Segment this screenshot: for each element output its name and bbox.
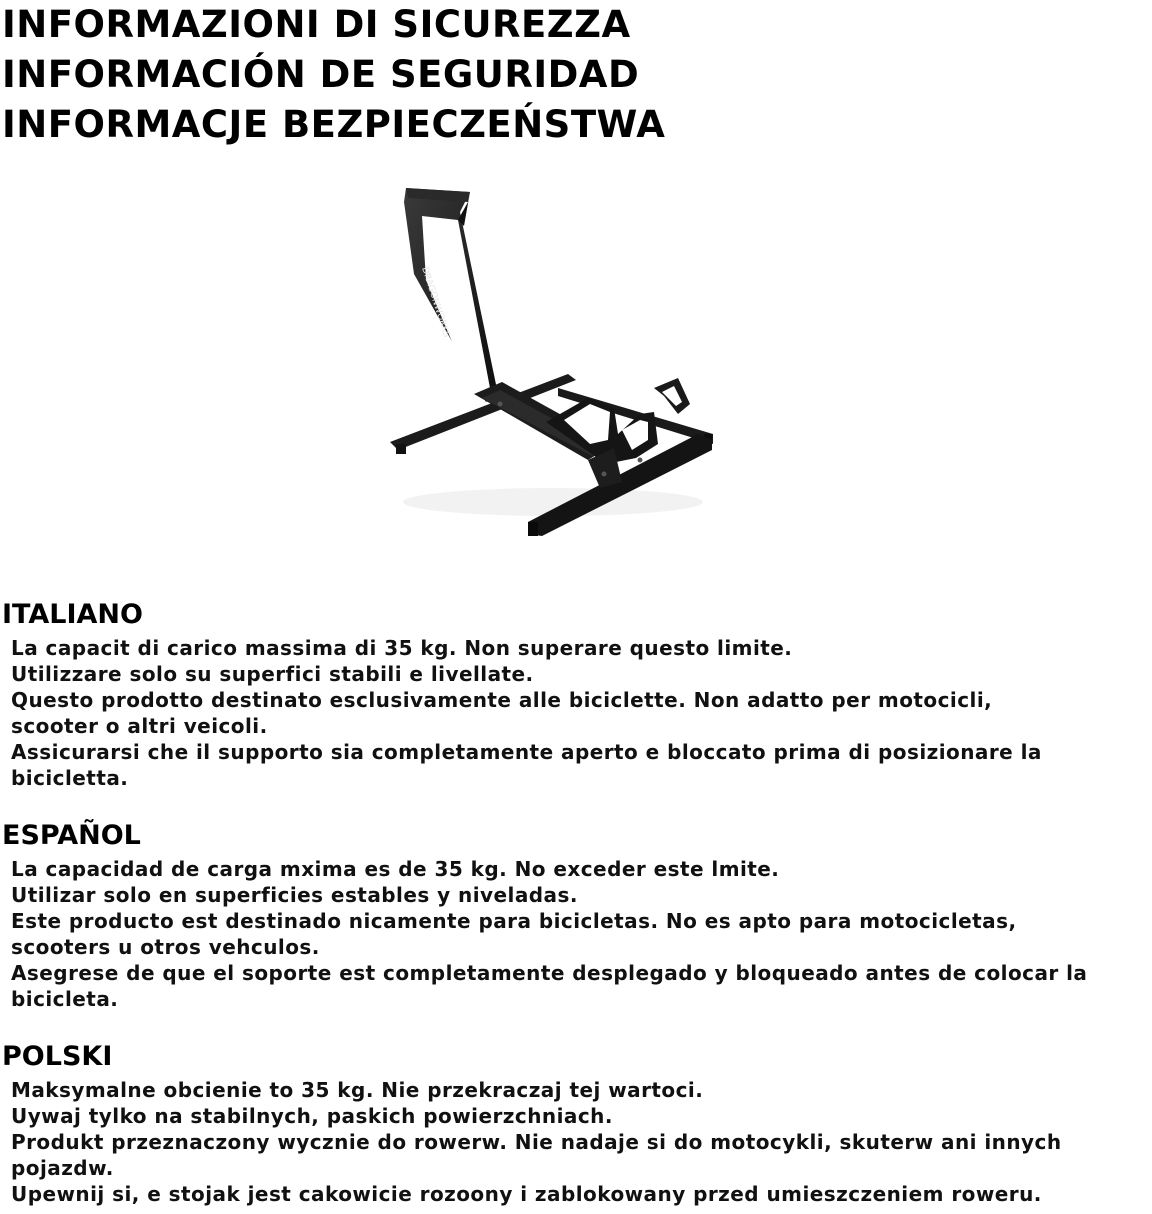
safety-line: Utilizzare solo su superfici stabili e livellate. (11, 662, 534, 686)
safety-line: Produkt przeznaczony wycznie do rowerw. Nie nadaje si do motocykli, skuterw ani innych (11, 1130, 1062, 1154)
safety-line: scooters u otros vehculos. (11, 935, 320, 959)
safety-line: Este producto est destinado nicamente para bicicletas. No es apto para motocicletas, (11, 909, 1017, 933)
section-italian (0, 599, 1152, 791)
safety-line: scooter o altri veicoli. (11, 714, 268, 738)
bike-stand-illustration (378, 182, 723, 538)
safety-line: Utilizar solo en superficies estables y niveladas. (11, 883, 578, 907)
section-polish (0, 1041, 1152, 1207)
safety-line: Asegrese de que el soporte est completamente desplegado y bloqueado antes de colocar la (11, 961, 1088, 985)
safety-line: Uywaj tylko na stabilnych, paskich powierzchniach. (11, 1104, 613, 1128)
section-spanish (0, 820, 1152, 1012)
section-heading-italian: ITALIANO (2, 599, 143, 630)
safety-line: Assicurarsi che il supporto sia completamente aperto e bloccato prima di posizionare la (11, 740, 1042, 764)
brand-label: DRAGONWORKS (419, 265, 452, 339)
safety-line: La capacit di carico massima di 35 kg. Non superare questo limite. (11, 636, 793, 660)
safety-line: Upewnij si, e stojak jest cakowicie rozoony i zablokowany przed umieszczeniem roweru. (11, 1182, 1042, 1206)
section-body-polish (11, 1077, 1152, 1207)
section-heading-spanish: ESPAÑOL (2, 820, 141, 851)
safety-line: bicicletta. (11, 766, 129, 790)
section-body-spanish (11, 856, 1152, 1012)
title-spanish: INFORMACIÓN DE SEGURIDAD (2, 53, 640, 96)
section-heading-polish: POLSKI (2, 1041, 113, 1072)
title-polish: INFORMACJE BEZPIECZEŃSTWA (2, 103, 666, 146)
bike-stand-image (378, 182, 723, 538)
safety-line: Maksymalne obcienie to 35 kg. Nie przekraczaj tej wartoci. (11, 1078, 704, 1102)
safety-line: bicicleta. (11, 987, 119, 1011)
safety-line: La capacidad de carga mxima es de 35 kg. No exceder este lmite. (11, 857, 780, 881)
safety-line: pojazdw. (11, 1156, 114, 1180)
title-block (2, 0, 665, 150)
section-body-italian (11, 635, 1152, 791)
title-italian: INFORMAZIONI DI SICUREZZA (2, 3, 631, 46)
safety-line: Questo prodotto destinato esclusivamente alle biciclette. Non adatto per motocicli, (11, 688, 993, 712)
